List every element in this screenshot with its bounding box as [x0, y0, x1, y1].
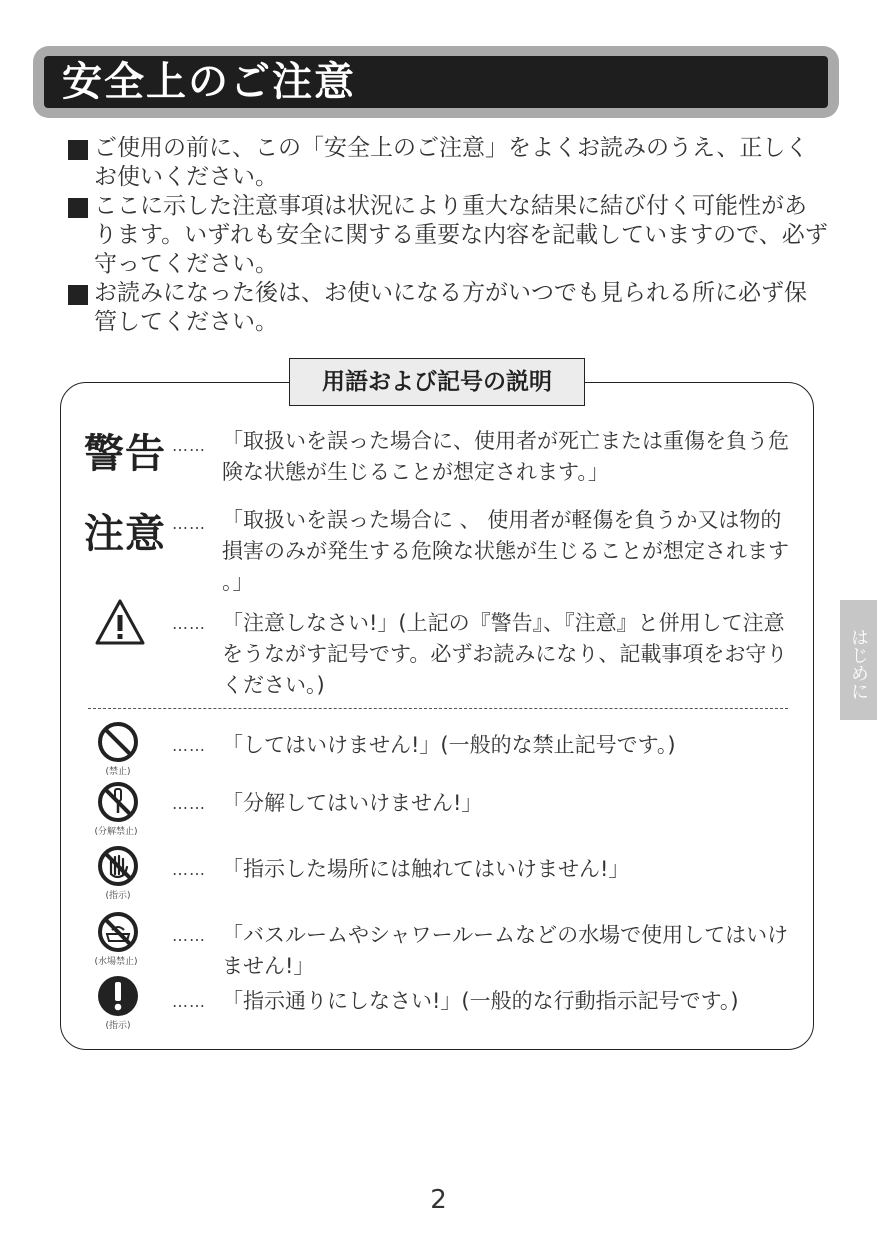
leader-dots: ……	[172, 614, 206, 633]
warning-triangle-icon	[94, 598, 146, 646]
symbol-caption: (禁止)	[105, 767, 131, 777]
bullet-item: ここに示した注意事項は状況により重大な結果に結び付く可能性があります。いずれも安全に関する重要な内容を記載していますので、必ず守ってください。	[68, 192, 828, 279]
symbol-definition: 「してはいけません!」(一般的な禁止記号です。)	[222, 733, 676, 757]
attention-definition: 「注意しなさい!」(上記の『警告』、『注意』と併用して注意をうながす記号です。必ずお読みになり、記載事項をお守りください。)	[222, 611, 788, 697]
prohibition-icon	[96, 720, 140, 764]
mandatory-action-icon	[96, 974, 140, 1018]
bullet-item: お読みになった後は、お使いになる方がいつでも見られる所に必ず保管してください。	[68, 279, 828, 337]
no-disassembly-icon	[96, 780, 140, 824]
symbol-definition: 「バスルームやシャワールームなどの水場で使用してはいけません!」	[222, 923, 789, 978]
leader-dots: ……	[172, 794, 206, 813]
page-number: 2	[430, 1185, 447, 1215]
warning-definition: 「取扱いを誤った場合に、使用者が死亡または重傷を負う危険な状態が生じることが想定されます。」	[222, 429, 789, 484]
symbol-caption: (指示)	[105, 1021, 131, 1031]
symbol-caption: (分解禁止)	[94, 827, 138, 837]
side-tab-label: はじめに	[848, 628, 869, 700]
bullet-item: ご使用の前に、この「安全上のご注意」をよくお読みのうえ、正しくお使いください。	[68, 134, 828, 192]
leader-dots: ……	[172, 992, 206, 1011]
symbol-caption: (水場禁止)	[94, 957, 138, 967]
symbol-definition: 「分解してはいけません!」	[222, 791, 483, 815]
intro-bullets	[68, 134, 828, 337]
square-bullet-icon	[68, 285, 88, 305]
symbol-definition: 「指示通りにしなさい!」(一般的な行動指示記号です。)	[222, 989, 739, 1013]
symbol-definition: 「指示した場所には触れてはいけません!」	[222, 857, 630, 881]
page-title: 安全上のご注意	[62, 59, 356, 105]
no-water-area-icon	[96, 910, 140, 954]
square-bullet-icon	[68, 198, 88, 218]
caution-word: 注意	[84, 511, 166, 557]
symbol-caption: (指示)	[105, 891, 131, 901]
divider	[88, 708, 788, 709]
no-touch-icon	[96, 844, 140, 888]
caution-definition: 「取扱いを誤った場合に 、 使用者が軽傷を負うか又は物的損害のみが発生する危険な状態が生じることが想定されます 。」	[222, 508, 789, 594]
leader-dots: ……	[172, 514, 206, 533]
square-bullet-icon	[68, 140, 88, 160]
panel-label: 用語および記号の説明	[322, 369, 552, 395]
warning-word: 警告	[84, 431, 166, 477]
leader-dots: ……	[172, 436, 206, 455]
leader-dots: ……	[172, 926, 206, 945]
leader-dots: ……	[172, 860, 206, 879]
leader-dots: ……	[172, 736, 206, 755]
